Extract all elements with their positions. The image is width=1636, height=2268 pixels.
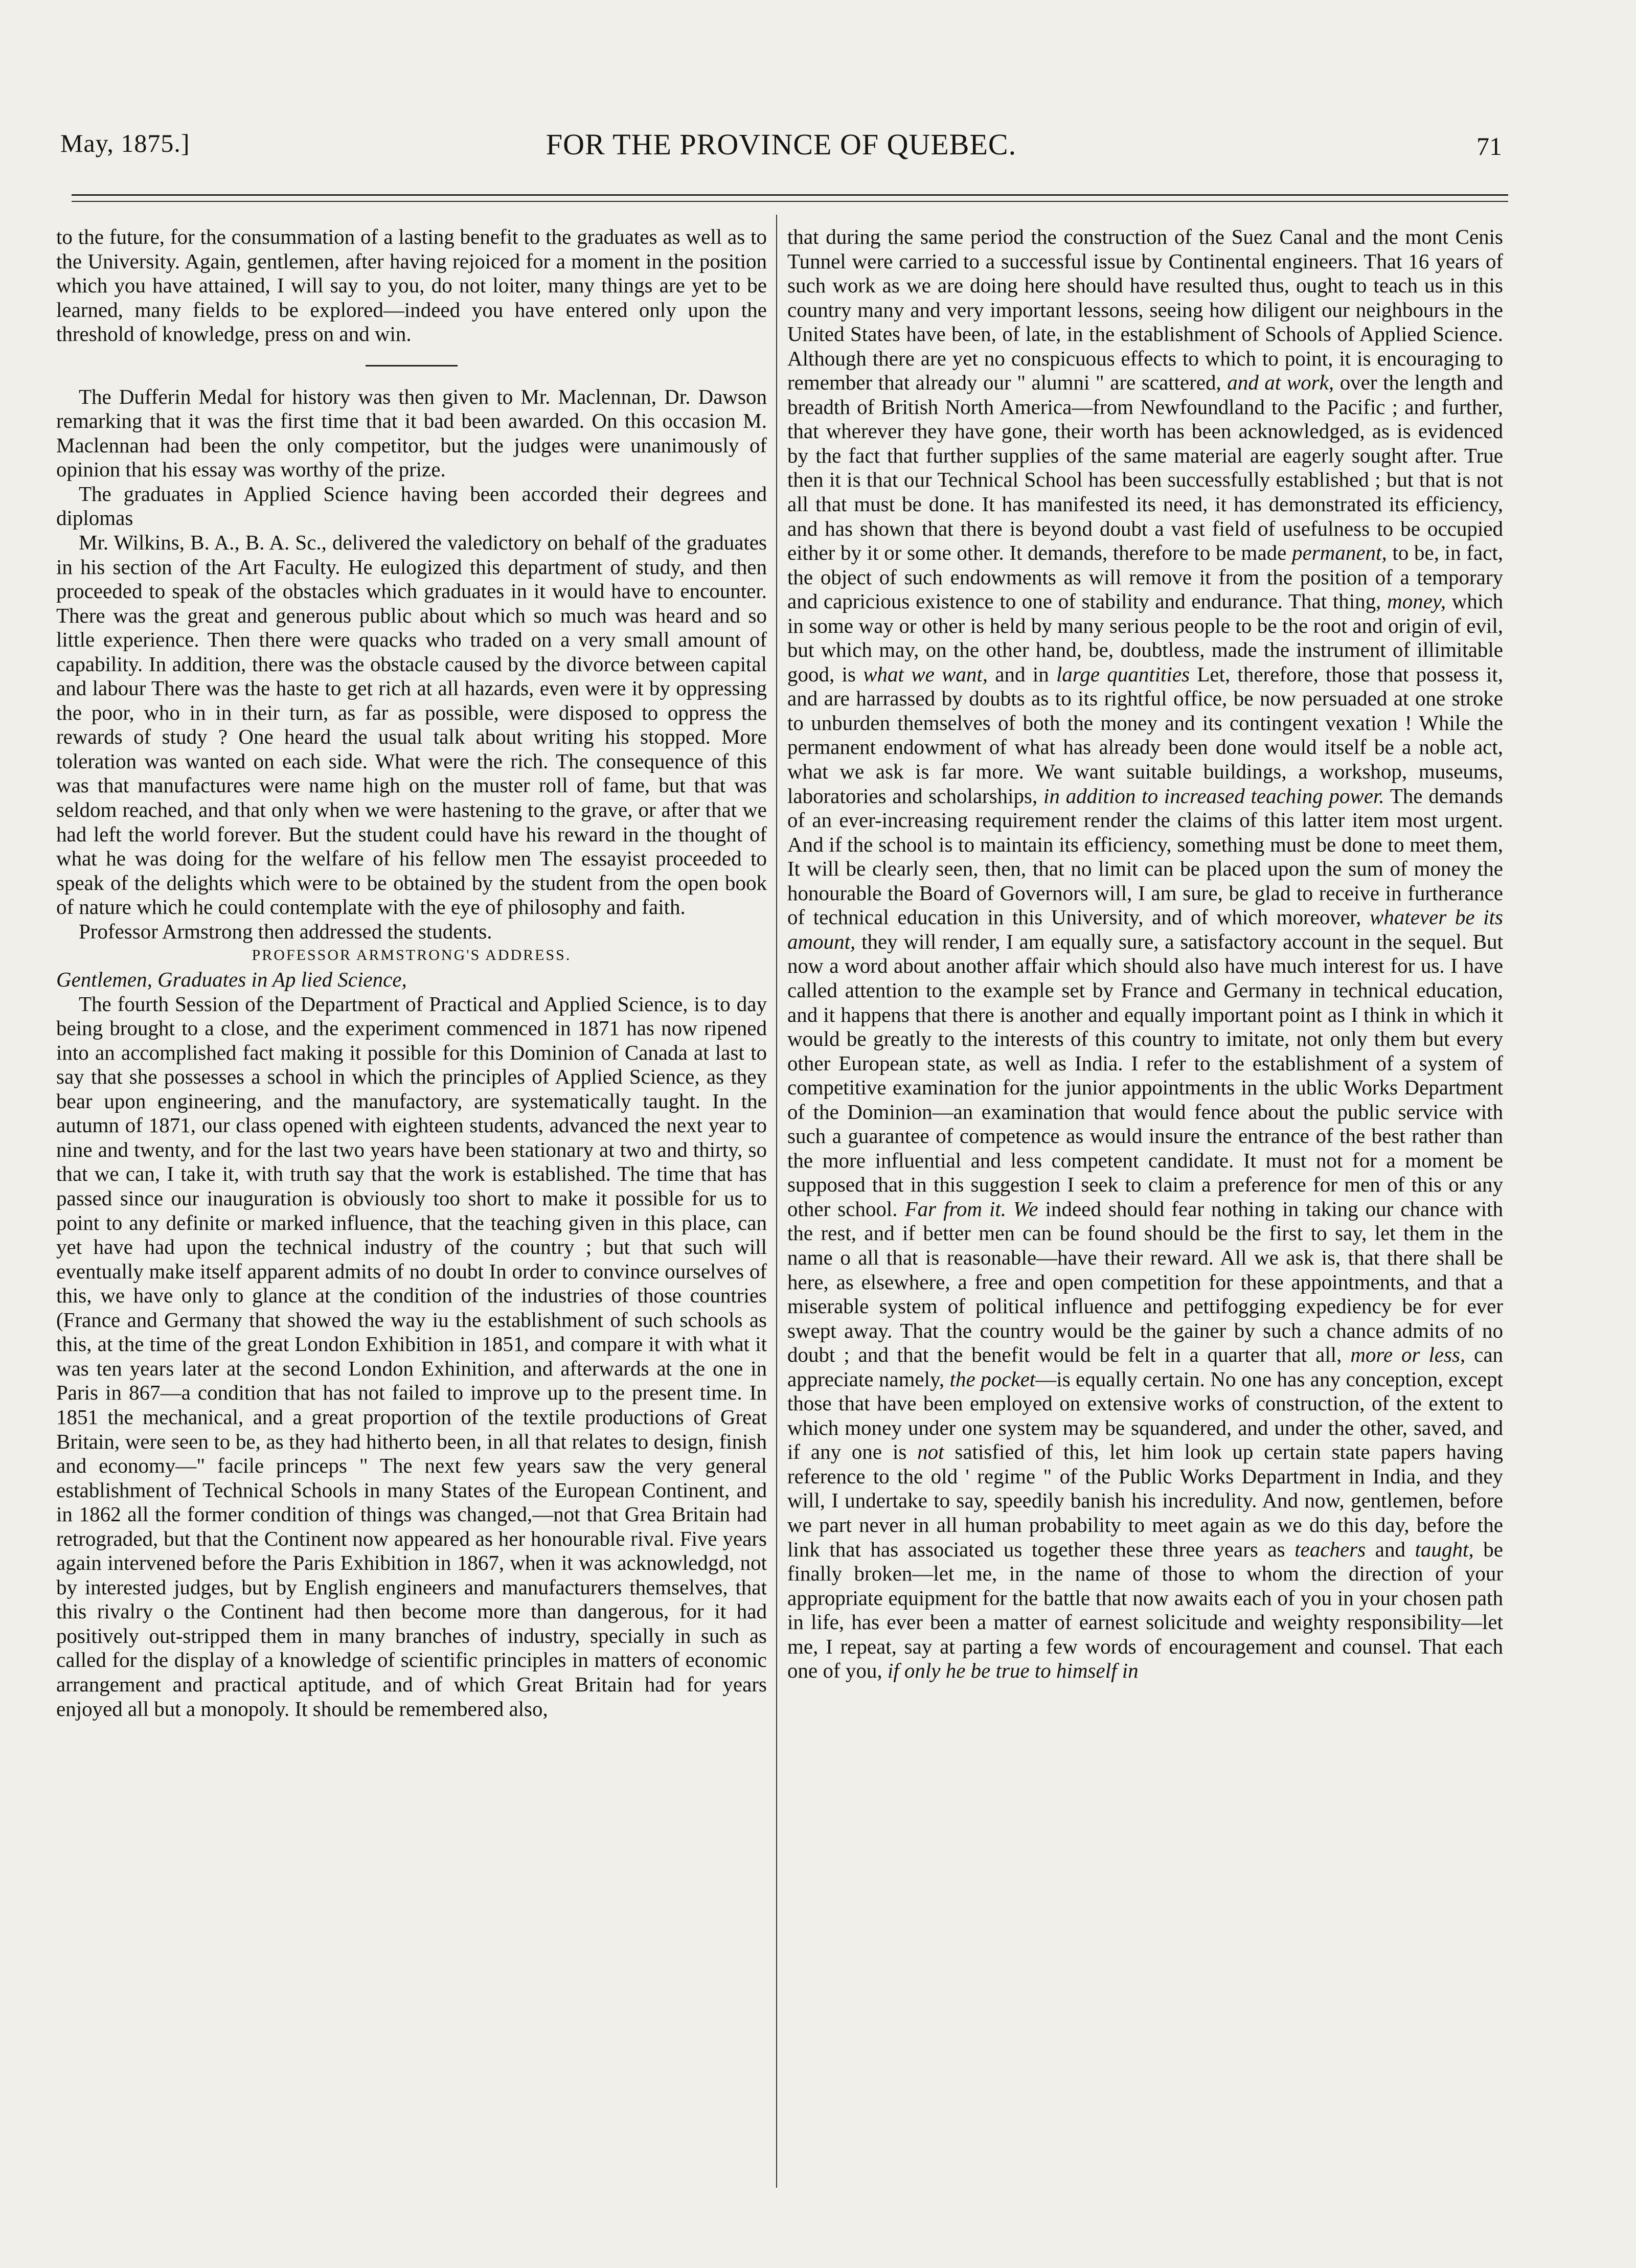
italic-run: not bbox=[917, 1440, 944, 1464]
text-run: to be, in fact, the object of such endowments as will remove it from the position of a temporary and capricious existence to one of stability and endurance. That thing, bbox=[787, 541, 1503, 613]
italic-run: more or less, bbox=[1350, 1343, 1466, 1367]
italic-run: what we want, bbox=[863, 662, 988, 686]
italic-run: teachers bbox=[1294, 1537, 1366, 1561]
italic-run: money, bbox=[1387, 589, 1446, 613]
text-run: The demands of an ever-increasing requirement render the claims of this latter item most urgent. And if the school is to maintain its efficiency, something must be done to meet them, It will be clearly seen, then, that no limit can be placed upon the sum of money the honourable the Board of Governors will, I am sure, be glad to receive in furtherance of technical education in this University, and of which moreover, bbox=[787, 784, 1503, 929]
text-run: that during the same period the construction of the Suez Canal and the mont Cenis Tunnel were carried to a successful issue by Continental engineers. That 16 years of such work as we are doing here should have resulted thus, ought to teach us in this country many and very important lessons, seeing how diligent our neighbours in the United States have been, of late, in the establishment of Schools of Applied Science. Although there are yet no conspicuous effects to which to point, it is encouraging to remember that already our " alumni " are scattered, bbox=[787, 225, 1503, 395]
salutation: Gentlemen, Graduates in Ap lied Science, bbox=[56, 968, 407, 992]
italic-run: and at work, bbox=[1227, 371, 1334, 395]
italic-run: the pocket bbox=[949, 1367, 1036, 1391]
issue-date: May, 1875.] bbox=[60, 129, 190, 157]
page-number: 71 bbox=[1476, 132, 1502, 161]
paragraph: The Dufferin Medal for history was then given to Mr. Maclennan, Dr. Dawson remarking that it was the first time that it bad been awarded. On this occasion M. Maclennan had been the only competitor, but the judges were unanimously of opinion that his essay was worthy of the prize. bbox=[56, 384, 767, 482]
left-column bbox=[56, 225, 767, 2167]
text-run: and bbox=[1375, 1537, 1405, 1561]
text-run: which in some way or other is held by many serious people to be the root and origin of evil, but which may, on the other hand, be, doubtless, made the instrument of illimitable good, is bbox=[787, 589, 1503, 686]
address-heading: PROFESSOR ARMSTRONG'S ADDRESS. bbox=[252, 947, 572, 964]
section-divider bbox=[366, 365, 458, 366]
text-run: they will render, I am equally sure, a satisfactory account in the sequel. But now a word about another affair which should also have much interest for us. I have called attention to the example set by France and Germany in technical education, and it happens that there is another and equally important point as I think in which it would be greatly to the interests of this country to imitate, not only them but every other European state, as well as India. I refer to the establishment of a system of competitive examination for the junior appointments in the ublic Works Department of the Dominion—an examination that would fence about the public service with such a guarantee of competence as would insure the entrance of the best rather than the more influential and less competent candidate. It must not for a moment be supposed that in this suggestion I seek to claim a preference for men of this or any other school. bbox=[787, 929, 1503, 1221]
text-run: indeed should fear nothing in taking our chance with the rest, and if better men can be found should be the first to say, let them in the name o all that is reasonable—have their reward. All we ask is, that there shall be here, as elsewhere, a free and open competition for these appointments, and that a miserable system of political influence and pettifogging expediency be for ever swept away. That the country would be the gainer by such a chance admits of no doubt ; and that the benefit would be felt in a quarter that all, bbox=[787, 1197, 1503, 1367]
running-head bbox=[60, 120, 1502, 166]
paragraph: The graduates in Applied Science having been accorded their degrees and diplomas bbox=[56, 482, 767, 530]
journal-title: FOR THE PROVINCE OF QUEBEC. bbox=[546, 128, 1017, 161]
italic-run: taught, bbox=[1415, 1537, 1474, 1561]
italic-run: whatever be its amount, bbox=[787, 905, 1503, 953]
text-run: can appreciate namely, bbox=[787, 1343, 1503, 1391]
text-run: —is equally certain. No one has any conception, except those that have been employed on extensive works of construction, of the extent to which money under one system may be squandered, and under the other, saved, and if any one is bbox=[787, 1367, 1503, 1464]
paragraph: Mr. Wilkins, B. A., B. A. Sc., delivered the valedictory on behalf of the graduates in his section of the Art Faculty. He eulogized this department of study, and then proceeded to speak of the obstacles which graduates in it would have to encounter. There was the great and generous public about which so much was heard and so little experience. Then there were quacks who traded on a very small amount of capability. In addition, there was the obstacle caused by the divorce between capital and labour There was the haste to get rich at all hazards, even were it by oppressing the poor, who in in their turn, as far as possible, were disposed to oppress the rewards of study ? One heard the usual talk about writing his stopped. More toleration was wanted on each side. What were the rich. The consequence of this was that manufactures were name high on the muster roll of fame, but that was seldom reached, and that only when we were hastening to the grave, or after that we had left the world forever. But the student could have his reward in the thought of what he was doing for the welfare of his fellow men The essayist proceeded to speak of the delights which were to be obtained by the student from the open book of nature which he could contemplate with the eye of philosophy and faith. bbox=[56, 531, 767, 919]
paragraph: The fourth Session of the Department of Practical and Applied Science, is to day being brought to a close, and the experiment commenced in 1871 has now ripened into an accomplished fact making it possible for this Dominion of Canada at last to say that she possesses a school in which the principles of Applied Science, as they bear upon engineering, and the manufactory, are systematically taught. In the autumn of 1871, our class opened with eighteen students, advanced the next year to nine and twenty, and for the last two years have been stationary at two and thirty, so that we can, I take it, with truth say that the work is established. The time that has passed since our inauguration is obviously too short to make it possible for us to point to any definite or marked influence, that the teaching given in this place, can yet have had upon the technical industry of the country ; but that such will eventually make itself apparent admits of no doubt In order to convince ourselves of this, we have only to glance at the condition of the industries of those countries (France and Germany that showed the way iu the establishment of such schools as this, at the time of the great London Exhibition in 1851, and compare it with what it was ten years later at the second London Exhinition, and afterwards at the one in Paris in 867—a condition that has not failed to improve up to the present time. In 1851 the mechanical, and a great proportion of the textile productions of Great Britain, were seen to be, as they had hitherto been, in all that relates to design, finish and economy—" facile princeps " The next few years saw the very general establishment of Technical Schools in many States of the European Continent, and in 1862 all the former condition of things was changed,—not that Grea Britain had retrograded, but that the Continent now appeared as her honourable rival. Five years again intervened before the Paris Exhibition in 1867, when it was acknowledgd, not by interested judges, but by English engineers and manufacturers themselves, that this rivalry o the Continent had then become more than dangerous, for it had positively out-stripped them in many branches of industry, specially in such as called for the display of a knowledge of scientific principles in matters of economic arrangement and practical aptitude, and of which Great Britain had for years enjoyed all but a monopoly. It should be remembered also, bbox=[56, 992, 767, 1721]
text-run: satisfied of this, let him look up certain state papers having reference to the old ' regime " of the Public Works Department in India, and they will, I undertake to say, speedily banish his incredulity. And now, gentlemen, before we part never in all human probability to meet again as we do this day, before the link that has associated us together these three years as bbox=[787, 1440, 1503, 1561]
italic-run: in addition to increased teaching power. bbox=[1043, 784, 1384, 808]
right-column bbox=[787, 225, 1503, 2167]
column-divider bbox=[776, 215, 777, 2188]
text-run: and in bbox=[995, 662, 1049, 686]
italic-run: large quantities bbox=[1056, 662, 1190, 686]
paragraph bbox=[787, 225, 1503, 1683]
paragraph: Professor Armstrong then addressed the students. bbox=[79, 919, 492, 943]
text-run: Let, therefore, those that possess it, and are harrassed by doubts as to its rightful office, be now persuaded at one stroke to unburden themselves of both the money and its contingent vexation ! While the permanent endowment of what has already been done would itself be a noble act, what we ask is far more. We want suitable buildings, a workshop, museums, laboratories and scholarships, bbox=[787, 662, 1503, 808]
paragraph: to the future, for the consummation of a lasting benefit to the graduates as well as to the University. Again, gentlemen, after having rejoiced for a moment in the position which you have attained, I will say to you, do not loiter, many things are yet to be learned, many fields to be explored—indeed you have entered only upon the threshold of knowledge, press on and win. bbox=[56, 225, 767, 346]
italic-run: permanent, bbox=[1292, 541, 1387, 565]
italic-run: if only he be true to himself in bbox=[887, 1659, 1139, 1683]
italic-run: Far from it. We bbox=[904, 1197, 1038, 1221]
text-run: be finally broken—let me, in the name of those to whom the direction of your appropriate equipment for the battle that now awaits each of you in your chosen path in life, has ever been a matter of earnest solicitude and weighty responsibility—let me, I repeat, say at parting a few words of encouragement and counsel. That each one of you, bbox=[787, 1537, 1503, 1683]
text-run: over the length and breadth of British North America—from Newfoundland to the Pacific ; and further, that wherever they have gone, their worth has been acknowledged, as is evidenced by the fact that further supplies of the same material are eagerly sought after. True then it is that our Technical School has been successfully established ; but that is not all that must be done. It has manifested its need, it has demonstrated its efficiency, and has shown that there is beyond doubt a vast field of usefulness to be occupied either by it or some other. It demands, therefore to be made bbox=[787, 371, 1503, 565]
header-rule bbox=[72, 194, 1508, 202]
